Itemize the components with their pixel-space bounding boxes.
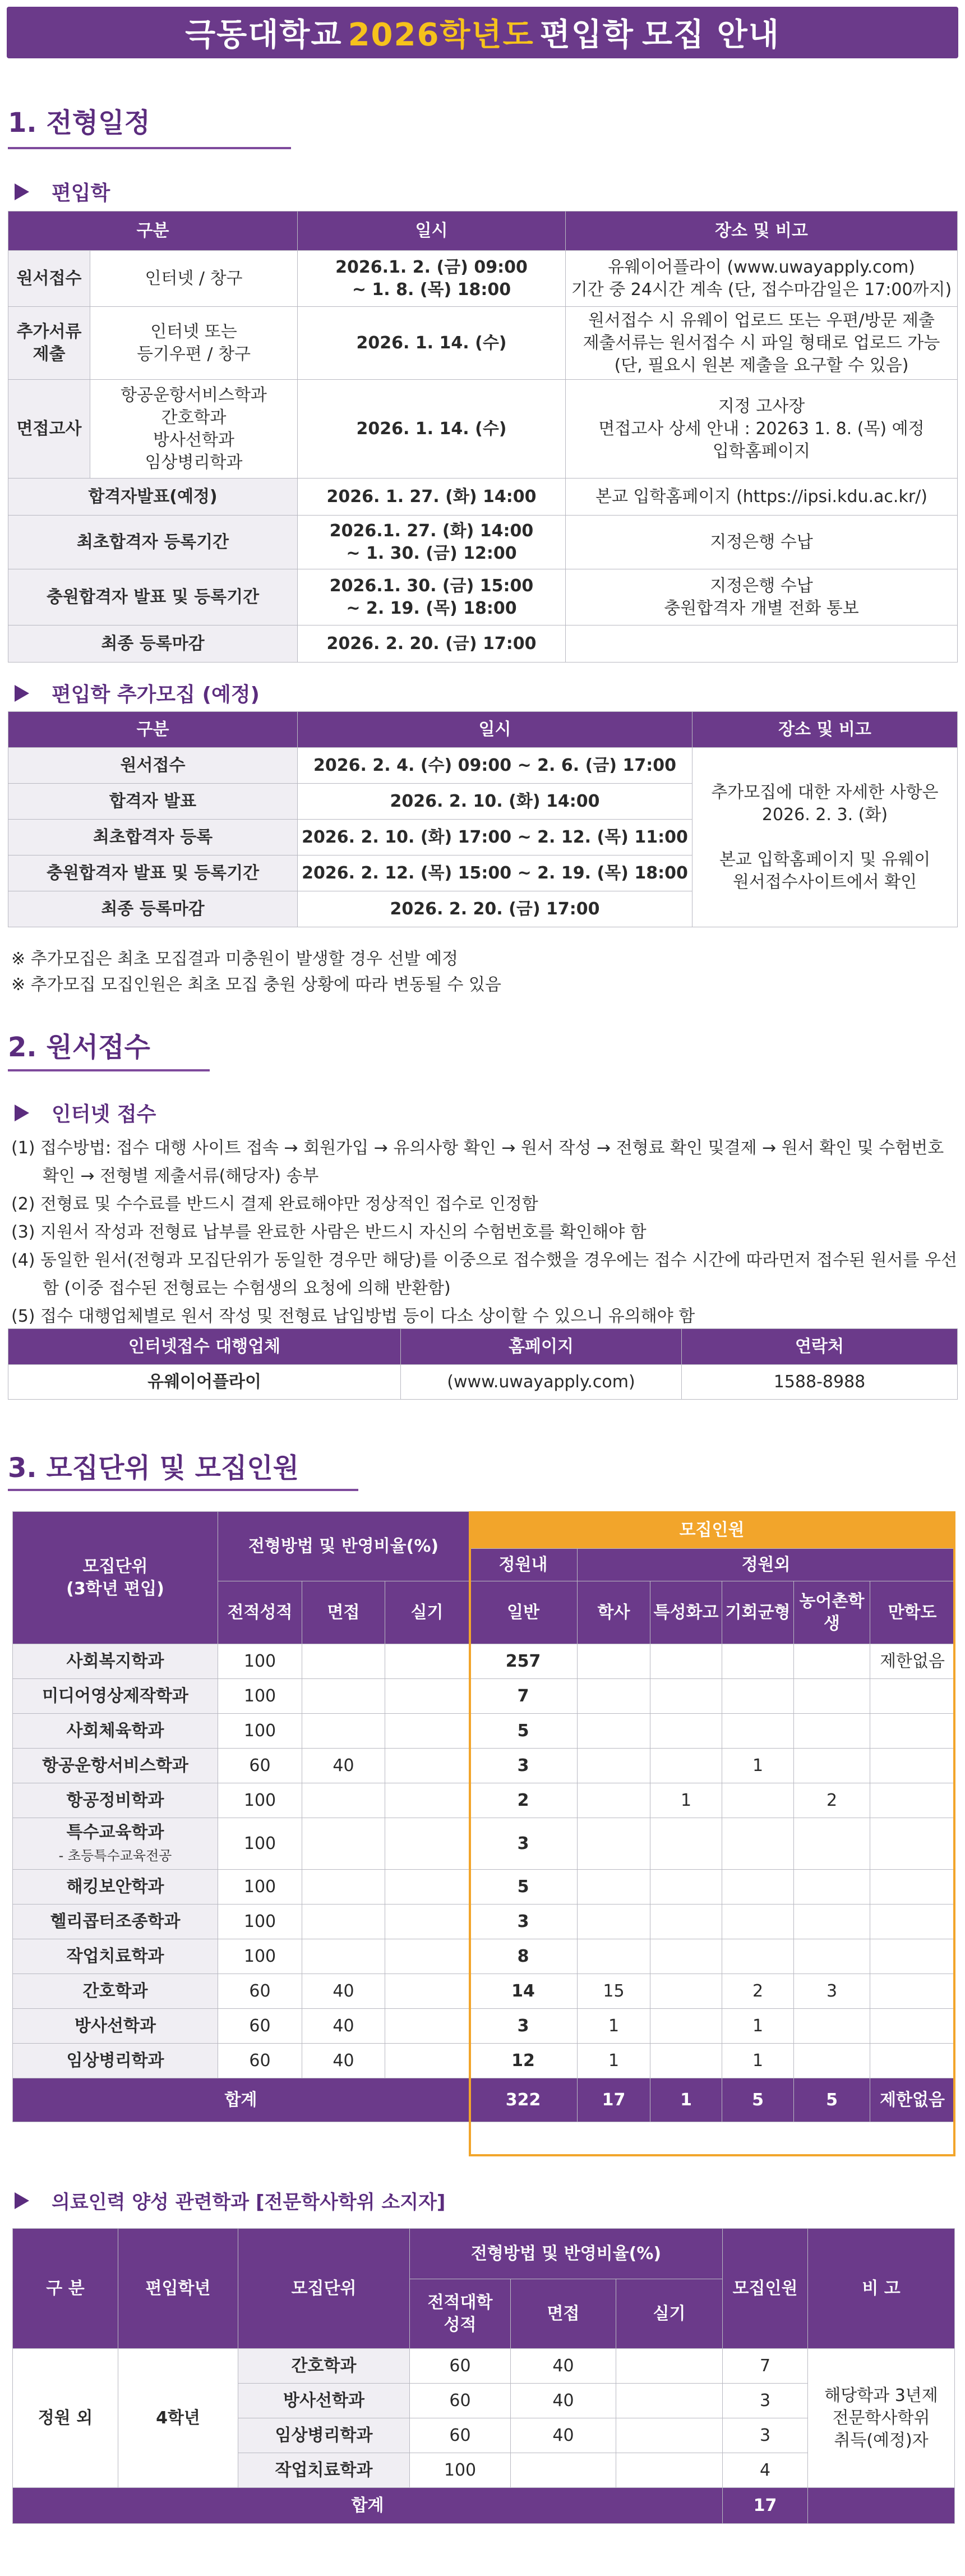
cell — [650, 1714, 722, 1749]
header-cell: 일시 — [298, 712, 692, 748]
cell — [385, 1783, 469, 1818]
banner-school: 극동대학교 — [185, 17, 343, 53]
total-cell: 322 — [469, 2078, 578, 2122]
cell: 3 — [723, 2384, 808, 2418]
banner-rest: 모집 안내 — [642, 17, 780, 53]
header-cell: 모집단위 — [238, 2229, 410, 2349]
cell — [578, 1714, 650, 1749]
list-item: (1) 접수방법: 접수 대행 사이트 접속 → 회원가입 → 유의사항 확인 → 원서 작성 → 전형료 확인 및결제 → 원서 확인 및 수험번호 확인 → 전형별 제출서류(해당자) 송부 — [11, 1138, 944, 1186]
note-cell — [566, 625, 958, 663]
unit-name: 작업치료학과 — [238, 2453, 410, 2488]
date-cell: 2026. 1. 27. (화) 14:00 — [298, 479, 566, 516]
cell — [794, 1818, 870, 1870]
header-cell: 정원외 — [578, 1549, 955, 1581]
header-cell: 모집단위 (3학년 편입) — [13, 1512, 218, 1644]
cell: 제한없음 — [870, 1644, 955, 1679]
cell: 5 — [469, 1870, 578, 1905]
cell — [650, 1818, 722, 1870]
banner-highlight: 편입학 — [539, 17, 635, 53]
header-cell: 편입학년 — [118, 2229, 238, 2349]
internet-instructions — [11, 1134, 959, 1331]
cell: 1 — [578, 2009, 650, 2044]
cell: 3 — [469, 1749, 578, 1783]
cell — [650, 1870, 722, 1905]
cell: 40 — [511, 2418, 616, 2453]
row-label: 충원합격자 발표 및 등록기간 — [8, 855, 298, 891]
header-cell: 면접 — [511, 2279, 616, 2349]
section-underline — [8, 147, 291, 149]
header-cell: 홈페이지 — [401, 1329, 682, 1365]
unit-name: 임상병리학과 — [238, 2418, 410, 2453]
header-cell: 일시 — [298, 211, 566, 251]
extra-schedule-table — [8, 711, 958, 927]
cell — [794, 1679, 870, 1714]
cell: 3 — [469, 1818, 578, 1870]
table-row — [13, 1714, 955, 1749]
date-cell: 2026. 2. 12. (목) 15:00 ~ 2. 19. (목) 18:00 — [298, 855, 692, 891]
cell — [385, 2044, 469, 2078]
unit-name: 간호학과 — [13, 1974, 218, 2009]
list-item: (5) 접수 대행업체별로 원서 작성 및 전형료 납입방법 등이 다소 상이할 수 있으니 유의해야 함 — [11, 1307, 695, 1326]
cell — [385, 1749, 469, 1783]
cell — [385, 1870, 469, 1905]
cell — [511, 2453, 616, 2488]
triangle-icon — [15, 1105, 29, 1121]
cell — [616, 2349, 723, 2384]
table-row — [13, 1974, 955, 2009]
subheading-label: 편입학 추가모집 (예정) — [52, 683, 260, 706]
cell — [385, 2009, 469, 2044]
cell — [870, 1679, 955, 1714]
date-cell: 2026. 1. 14. (수) — [298, 380, 566, 479]
cell — [870, 1939, 955, 1974]
row-label: 최종 등록마감 — [8, 891, 298, 927]
cell — [616, 2384, 723, 2418]
cell: 100 — [218, 1939, 302, 1974]
unit-name: 임상병리학과 — [13, 2044, 218, 2078]
unit-name: 항공정비학과 — [13, 1783, 218, 1818]
note-cell: 원서접수 시 유웨이 업로드 또는 우편/방문 제출 제출서류는 원서접수 시 파일 형태로 업로드 가능 (단, 필요시 원본 제출을 요구할 수 있음) — [566, 307, 958, 380]
row-label: 최초합격자 등록기간 — [8, 516, 298, 569]
note-cell: 추가모집에 대한 자세한 사항은 2026. 2. 3. (화) 본교 입학홈페이지 및 유웨이 원서접수사이트에서 확인 — [692, 748, 958, 927]
cell — [794, 2044, 870, 2078]
date-cell: 2026. 2. 4. (수) 09:00 ~ 2. 6. (금) 17:00 — [298, 748, 692, 784]
cell — [870, 1783, 955, 1818]
subheading-extra — [15, 679, 260, 707]
row-label: 충원합격자 발표 및 등록기간 — [8, 569, 298, 625]
medical-table — [12, 2228, 955, 2524]
table-row — [13, 2009, 955, 2044]
cell — [578, 1644, 650, 1679]
cell: 인터넷 / 창구 — [90, 251, 298, 307]
cell: 1 — [722, 1749, 794, 1783]
date-cell: 2026. 2. 20. (금) 17:00 — [298, 891, 692, 927]
table-row — [13, 1939, 955, 1974]
phone-number: 1588-8988 — [682, 1365, 958, 1400]
table-row — [13, 1905, 955, 1939]
cell: 1 — [578, 2044, 650, 2078]
cell — [650, 1644, 722, 1679]
header-cell: 전형방법 및 반영비율(%) — [218, 1512, 469, 1581]
table-row — [13, 1818, 955, 1870]
section-underline — [8, 1489, 358, 1491]
total-cell: 17 — [723, 2488, 808, 2524]
list-item: (3) 지원서 작성과 전형료 납부를 완료한 사람은 반드시 자신의 수험번호를 확인해야 함 — [11, 1222, 647, 1242]
header-cell: 농어촌학생 — [794, 1581, 870, 1644]
unit-name: 사회체육학과 — [13, 1714, 218, 1749]
list-item: (2) 전형료 및 수수료를 반드시 결제 완료해야만 정상적인 접수로 인정함 — [11, 1194, 538, 1214]
section-title-schedule: 1. 전형일정 — [8, 107, 150, 139]
cell — [302, 1905, 385, 1939]
note-cell: 지정은행 수납 — [566, 516, 958, 569]
row-label: 면접고사 — [8, 380, 90, 479]
header-cell: 구분 — [8, 211, 298, 251]
header-cell: 일반 — [469, 1581, 578, 1644]
cell: 100 — [218, 1714, 302, 1749]
header-cell: 인터넷접수 대행업체 — [8, 1329, 401, 1365]
header-cell: 장소 및 비고 — [566, 211, 958, 251]
cell — [870, 2044, 955, 2078]
table-row — [13, 1644, 955, 1679]
total-cell: 17 — [578, 2078, 650, 2122]
cell — [650, 2009, 722, 2044]
cell: 60 — [218, 2044, 302, 2078]
cell — [578, 1905, 650, 1939]
cell: 15 — [578, 1974, 650, 2009]
triangle-icon — [15, 183, 29, 200]
table-row — [13, 1679, 955, 1714]
cell — [650, 1749, 722, 1783]
total-cell: 제한없음 — [870, 2078, 955, 2122]
cell: 5 — [469, 1714, 578, 1749]
cell — [794, 2009, 870, 2044]
date-cell: 2026.1. 2. (금) 09:00 ~ 1. 8. (목) 18:00 — [298, 251, 566, 307]
subheading-label: 인터넷 접수 — [52, 1103, 156, 1126]
cell — [650, 1905, 722, 1939]
row-label: 합격자발표(예정) — [8, 479, 298, 516]
date-cell: 2026. 2. 20. (금) 17:00 — [298, 625, 566, 663]
cell — [870, 1905, 955, 1939]
year-cell: 4학년 — [118, 2349, 238, 2488]
cell — [578, 1870, 650, 1905]
row-label: 최종 등록마감 — [8, 625, 298, 663]
cell: 100 — [218, 1783, 302, 1818]
cell — [650, 1974, 722, 2009]
cell: 40 — [302, 1749, 385, 1783]
cell: 60 — [410, 2418, 511, 2453]
cell — [794, 1905, 870, 1939]
cell: 8 — [469, 1939, 578, 1974]
cell: 항공운항서비스학과 간호학과 방사선학과 임상병리학과 — [90, 380, 298, 479]
cell — [794, 1644, 870, 1679]
cell — [870, 1974, 955, 2009]
section-title-quota: 3. 모집단위 및 모집인원 — [8, 1452, 299, 1484]
cell — [722, 1644, 794, 1679]
note-cell: 해당학과 3년제 전문학사학위 취득(예정)자 — [808, 2349, 955, 2488]
section-underline — [8, 1069, 210, 1071]
subheading-internet — [15, 1098, 156, 1127]
cell: 100 — [218, 1679, 302, 1714]
cell — [616, 2418, 723, 2453]
cell — [870, 2009, 955, 2044]
quota-table — [12, 1511, 955, 2122]
header-cell: 비 고 — [808, 2229, 955, 2349]
cell — [578, 1818, 650, 1870]
homepage-link[interactable]: (www.uwayapply.com) — [401, 1365, 682, 1400]
cell — [302, 1939, 385, 1974]
cell: 100 — [218, 1905, 302, 1939]
unit-name: 방사선학과 — [13, 2009, 218, 2044]
cell — [722, 1818, 794, 1870]
cell — [870, 1818, 955, 1870]
cell — [302, 1714, 385, 1749]
header-cell: 특성화고 — [650, 1581, 722, 1644]
cell — [722, 1905, 794, 1939]
header-cell: 구분 — [8, 712, 298, 748]
unit-name: 헬리콥터조종학과 — [13, 1905, 218, 1939]
cell: 4 — [723, 2453, 808, 2488]
row-label: 최초합격자 등록 — [8, 820, 298, 855]
company-name: 유웨이어플라이 — [8, 1365, 401, 1400]
cell — [578, 1749, 650, 1783]
cell — [302, 1818, 385, 1870]
subheading-transfer — [15, 177, 110, 206]
note-cell: 본교 입학홈페이지 (https://ipsi.kdu.ac.kr/) — [566, 479, 958, 516]
title-banner — [7, 7, 958, 58]
header-cell: 정원내 — [469, 1549, 578, 1581]
header-cell: 전적대학 성적 — [410, 2279, 511, 2349]
cell — [302, 1679, 385, 1714]
cell — [385, 1939, 469, 1974]
cell — [385, 1644, 469, 1679]
cell — [870, 1870, 955, 1905]
cell — [870, 1749, 955, 1783]
cell — [616, 2453, 723, 2488]
cell — [385, 1905, 469, 1939]
cell: 3 — [723, 2418, 808, 2453]
header-cell: 구 분 — [13, 2229, 118, 2349]
table-row — [13, 2044, 955, 2078]
date-cell: 2026.1. 27. (화) 14:00 ~ 1. 30. (금) 12:00 — [298, 516, 566, 569]
cell: 인터넷 또는 등기우편 / 창구 — [90, 307, 298, 380]
row-label: 추가서류제출 — [8, 307, 90, 380]
cell: 257 — [469, 1644, 578, 1679]
note-cell: 지정 고사장 면접고사 상세 안내 : 20263 1. 8. (목) 예정 입학홈페이지 — [566, 380, 958, 479]
cell — [722, 1939, 794, 1974]
cell: 100 — [218, 1870, 302, 1905]
date-cell: 2026.1. 30. (금) 15:00 ~ 2. 19. (목) 18:00 — [298, 569, 566, 625]
type-cell: 정원 외 — [13, 2349, 118, 2488]
cell — [794, 1870, 870, 1905]
subheading-medical — [15, 2187, 445, 2214]
cell: 14 — [469, 1974, 578, 2009]
banner-year: 2026학년도 — [348, 17, 534, 53]
cell: 7 — [723, 2349, 808, 2384]
header-cell: 전적성적 — [218, 1581, 302, 1644]
header-cell: 전형방법 및 반영비율(%) — [410, 2229, 723, 2279]
total-cell: 5 — [722, 2078, 794, 2122]
triangle-icon — [15, 685, 29, 702]
cell: 1 — [650, 1783, 722, 1818]
unit-name: 간호학과 — [238, 2349, 410, 2384]
cell: 40 — [302, 2044, 385, 2078]
header-cell: 실기 — [616, 2279, 723, 2349]
subheading-label: 편입학 — [52, 182, 110, 205]
cell — [722, 1714, 794, 1749]
cell — [578, 1939, 650, 1974]
cell: 3 — [794, 1974, 870, 2009]
cell — [722, 1870, 794, 1905]
header-cell: 장소 및 비고 — [692, 712, 958, 748]
cell — [385, 1679, 469, 1714]
row-label: 원서접수 — [8, 251, 90, 307]
date-cell: 2026. 2. 10. (화) 14:00 — [298, 784, 692, 820]
unit-name: 특수교육학과 - 초등특수교육전공 — [13, 1818, 218, 1870]
cell: 2 — [469, 1783, 578, 1818]
cell: 40 — [302, 1974, 385, 2009]
header-cell: 면접 — [302, 1581, 385, 1644]
cell — [794, 1749, 870, 1783]
cell: 40 — [302, 2009, 385, 2044]
cell — [578, 1783, 650, 1818]
header-cell: 학사 — [578, 1581, 650, 1644]
unit-name: 미디어영상제작학과 — [13, 1679, 218, 1714]
total-cell: 5 — [794, 2078, 870, 2122]
header-cell: 만학도 — [870, 1581, 955, 1644]
cell: 100 — [218, 1644, 302, 1679]
total-cell — [808, 2488, 955, 2524]
header-cell: 모집인원 — [723, 2229, 808, 2349]
header-cell: 연락처 — [682, 1329, 958, 1365]
cell: 40 — [511, 2349, 616, 2384]
agency-table — [8, 1328, 958, 1400]
cell — [302, 1870, 385, 1905]
cell: 60 — [218, 1749, 302, 1783]
cell — [650, 2044, 722, 2078]
cell: 3 — [469, 2009, 578, 2044]
triangle-icon — [15, 2192, 29, 2209]
cell — [722, 1679, 794, 1714]
unit-name: 사회복지학과 — [13, 1644, 218, 1679]
row-label: 합격자 발표 — [8, 784, 298, 820]
footnote: ※ 추가모집은 최초 모집결과 미충원이 발생할 경우 선발 예정 — [11, 949, 458, 969]
cell — [385, 1974, 469, 2009]
cell: 40 — [511, 2384, 616, 2418]
unit-name: 항공운항서비스학과 — [13, 1749, 218, 1783]
unit-name: 방사선학과 — [238, 2384, 410, 2418]
total-cell: 1 — [650, 2078, 722, 2122]
header-cell-quota: 모집인원 — [469, 1512, 955, 1549]
cell: 2 — [794, 1783, 870, 1818]
header-cell: 실기 — [385, 1581, 469, 1644]
total-label: 합계 — [13, 2078, 469, 2122]
cell — [722, 1783, 794, 1818]
cell — [794, 1939, 870, 1974]
cell: 2 — [722, 1974, 794, 2009]
date-cell: 2026. 1. 14. (수) — [298, 307, 566, 380]
cell: 100 — [218, 1818, 302, 1870]
unit-name: 해킹보안학과 — [13, 1870, 218, 1905]
cell: 12 — [469, 2044, 578, 2078]
note-cell: 유웨이어플라이 (www.uwayapply.com) 기간 중 24시간 계속 (단, 접수마감일은 17:00까지) — [566, 251, 958, 307]
cell — [870, 1714, 955, 1749]
cell — [578, 1679, 650, 1714]
cell: 60 — [218, 2009, 302, 2044]
cell — [302, 1783, 385, 1818]
cell: 60 — [410, 2384, 511, 2418]
header-cell: 기회균형 — [722, 1581, 794, 1644]
subheading-label: 의료인력 양성 관련학과 [전문학사학위 소지자] — [52, 2191, 446, 2214]
cell — [302, 1644, 385, 1679]
section-title-application: 2. 원서접수 — [8, 1032, 150, 1063]
cell: 3 — [469, 1905, 578, 1939]
footnote: ※ 추가모집 모집인원은 최초 모집 충원 상황에 따라 변동될 수 있음 — [11, 975, 501, 995]
cell: 100 — [410, 2453, 511, 2488]
date-cell: 2026. 2. 10. (화) 17:00 ~ 2. 12. (목) 11:00 — [298, 820, 692, 855]
cell — [385, 1818, 469, 1870]
table-row — [13, 1870, 955, 1905]
cell: 60 — [410, 2349, 511, 2384]
total-label: 합계 — [13, 2488, 723, 2524]
cell: 7 — [469, 1679, 578, 1714]
list-item: (4) 동일한 원서(전형과 모집단위가 동일한 경우만 해당)를 이중으로 접수했을 경우에는 접수 시간에 따라먼저 접수된 원서를 우선함 (이중 접수된 전형료는 수험생의 요청에 의해 반환함) — [11, 1250, 957, 1298]
cell — [385, 1714, 469, 1749]
cell: 1 — [722, 2044, 794, 2078]
cell — [650, 1679, 722, 1714]
cell: 1 — [722, 2009, 794, 2044]
table-row — [13, 1749, 955, 1783]
table-row — [13, 1783, 955, 1818]
note-cell: 지정은행 수납 충원합격자 개별 전화 통보 — [566, 569, 958, 625]
row-label: 원서접수 — [8, 748, 298, 784]
cell — [650, 1939, 722, 1974]
cell: 60 — [218, 1974, 302, 2009]
unit-name: 작업치료학과 — [13, 1939, 218, 1974]
schedule-table — [8, 211, 958, 663]
cell — [794, 1714, 870, 1749]
